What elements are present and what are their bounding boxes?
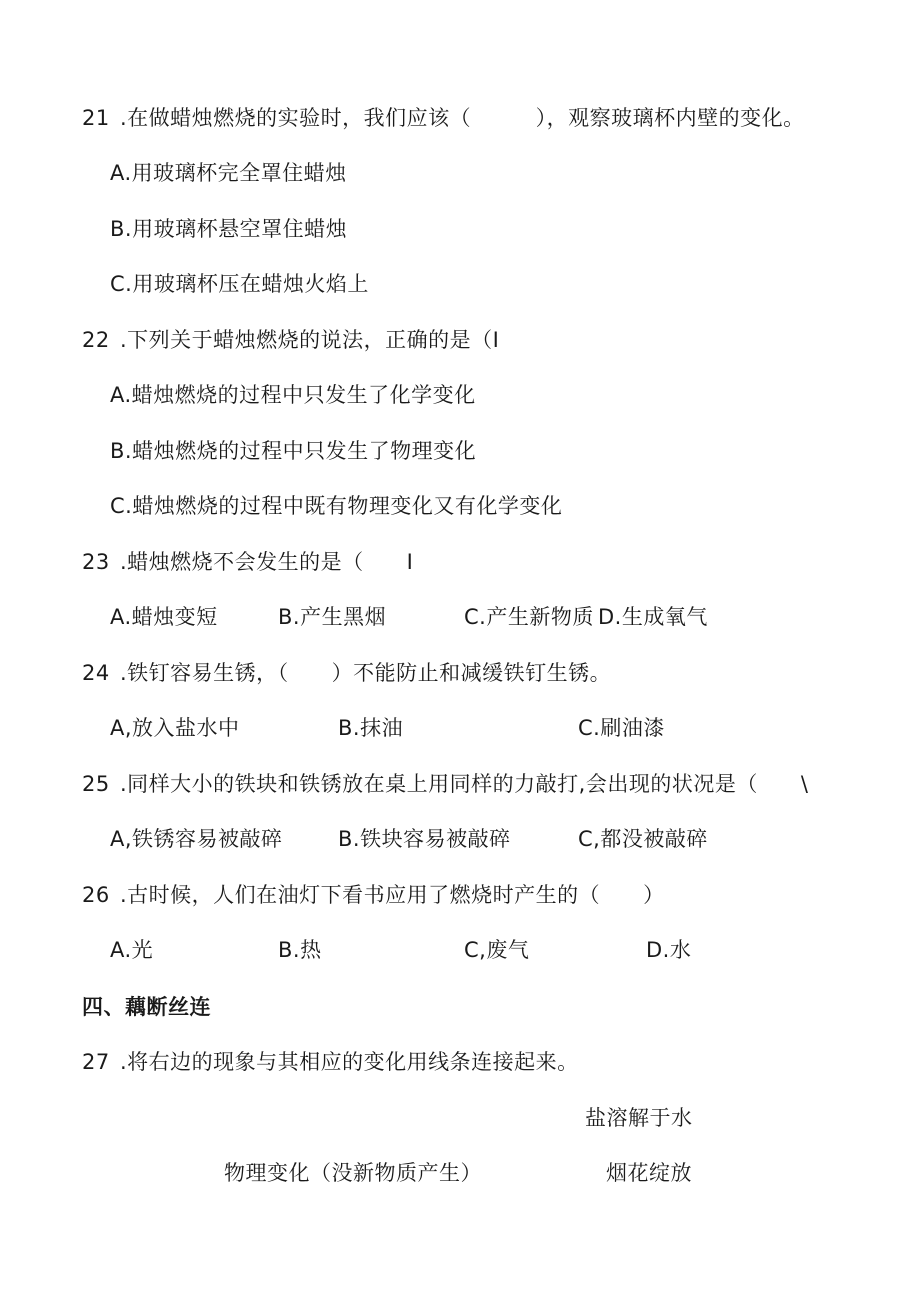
question-25: [82, 770, 808, 798]
question-number: 23: [82, 550, 110, 574]
option-a: A,铁锈容易被敲碎: [110, 827, 283, 851]
section-title: 四、藕断丝连: [82, 995, 211, 1019]
option-a: A.光: [110, 938, 154, 962]
option-c: C.产生新物质: [464, 605, 594, 629]
option-b: B.抹油: [338, 716, 404, 740]
options-row: [0, 714, 920, 742]
option-a: A,放入盐水中: [110, 716, 240, 740]
option-c: C.蜡烛燃烧的过程中既有物理变化又有化学变化: [110, 494, 563, 518]
option-b: B.铁块容易被敲碎: [338, 827, 511, 851]
question-text: .将右边的现象与其相应的变化用线条连接起来。: [120, 1050, 579, 1074]
question-text: .古时候，人们在油灯下看书应用了燃烧时产生的（ ）: [120, 883, 665, 907]
question-number: 25: [82, 772, 110, 796]
question-number: 22: [82, 328, 110, 352]
question-number: 21: [82, 106, 110, 130]
option-c: C,废气: [464, 938, 530, 962]
option-c: C.刷油漆: [578, 716, 665, 740]
question-text: .铁钉容易生锈，（ ）不能防止和减缓铁钉生锈。: [120, 661, 612, 685]
option-b: B.热: [278, 938, 322, 962]
match-right-item: 盐溶解于水: [585, 1106, 693, 1130]
question-22: [82, 326, 499, 354]
option-d: D.生成氧气: [598, 605, 708, 629]
option-d: D.水: [646, 938, 692, 962]
options-row: [0, 936, 920, 964]
question-number: 27: [82, 1050, 110, 1074]
options-row: [0, 825, 920, 853]
question-26: [82, 881, 665, 909]
question-number: 24: [82, 661, 110, 685]
question-text: .同样大小的铁块和铁锈放在桌上用同样的力敲打,会出现的状况是（ \: [120, 772, 809, 796]
question-number: 26: [82, 883, 110, 907]
question-text: .蜡烛燃烧不会发生的是（ I: [120, 550, 414, 574]
option-b: B.用玻璃杯悬空罩住蜡烛: [110, 217, 348, 241]
option-b: B.蜡烛燃烧的过程中只发生了物理变化: [110, 439, 477, 463]
option-a: A.蜡烛变短: [110, 605, 218, 629]
question-text: .下列关于蜡烛燃烧的说法，正确的是（I: [120, 328, 500, 352]
option-b: B.产生黑烟: [278, 605, 387, 629]
option-a: A.蜡烛燃烧的过程中只发生了化学变化: [110, 383, 476, 407]
question-27: [82, 1048, 579, 1076]
match-right-item: 烟花绽放: [606, 1161, 692, 1185]
question-23: [82, 548, 413, 576]
options-row: [0, 603, 920, 631]
question-text: .在做蜡烛燃烧的实验时，我们应该（ ），观察玻璃杯内壁的变化。: [120, 106, 805, 130]
option-c: C,都没被敲碎: [578, 827, 708, 851]
option-a: A.用玻璃杯完全罩住蜡烛: [110, 161, 347, 185]
option-c: C.用玻璃杯压在蜡烛火焰上: [110, 272, 369, 296]
question-24: [82, 659, 611, 687]
question-21: [82, 104, 805, 132]
match-left-label: 物理变化（没新物质产生）: [224, 1161, 482, 1185]
